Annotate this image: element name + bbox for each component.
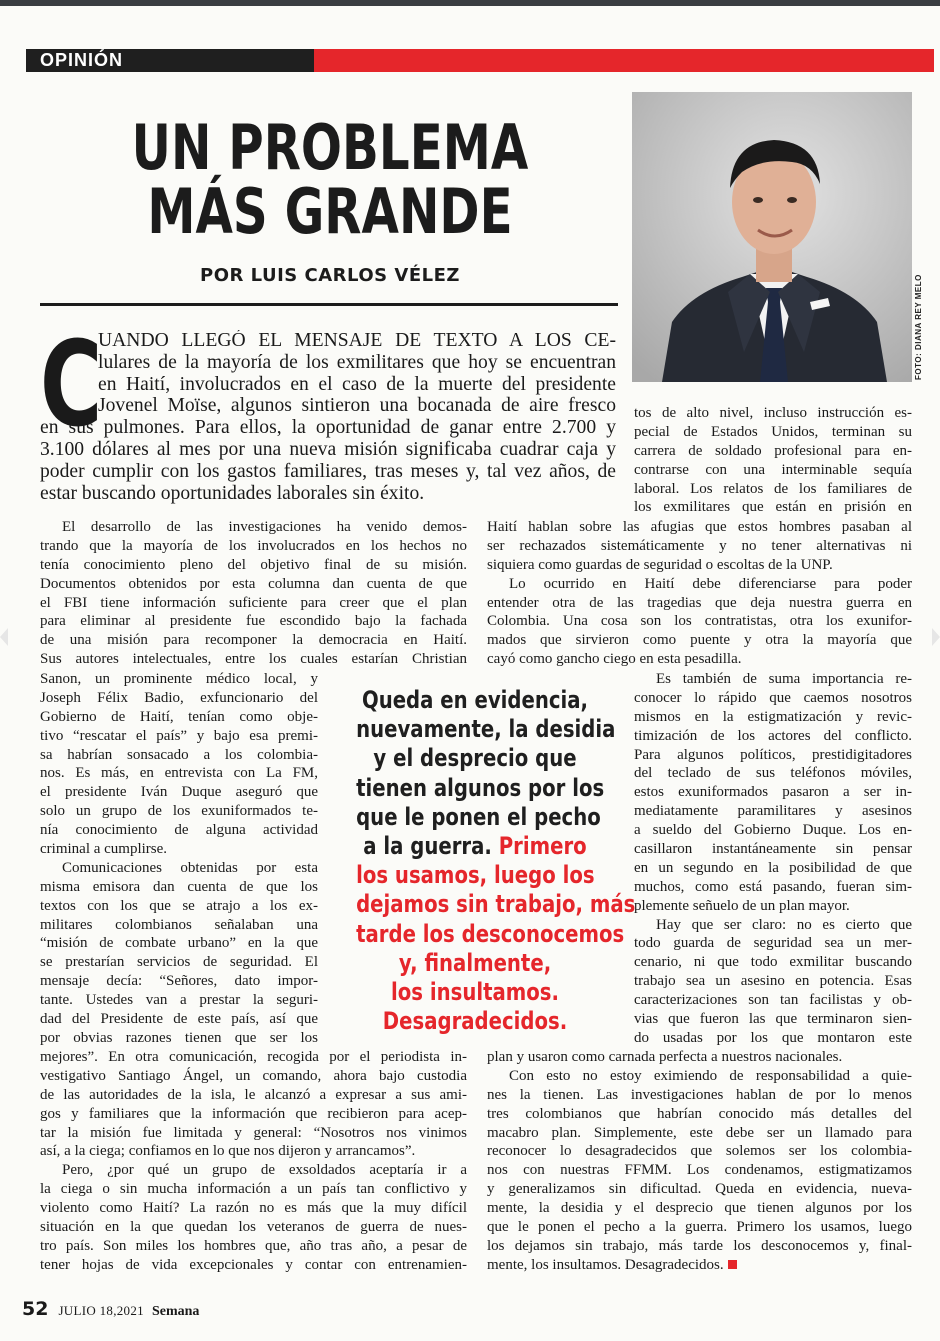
author-portrait-image (632, 92, 912, 382)
left-column-bottom (40, 1048, 467, 1275)
body-line: vestigativo Santiago Ángel, un comando, ahora bajo custodia (40, 1067, 467, 1084)
body-line: tro país. Son miles los hombres que, año tras año, a pesar de (40, 1237, 467, 1254)
body-line: los dejamos sin trabajo, más tarde los desconocemos y, final- (487, 1237, 912, 1254)
body-line: mediatamente paramilitares y asesinos (634, 803, 912, 820)
body-line: el FBI tiene información suficiente para creer que el plan (40, 594, 467, 611)
prev-page-arrow-icon[interactable] (0, 628, 8, 646)
body-line: dad del Presidente de este país, así que (40, 1011, 318, 1028)
body-line: el presidente Iván Duque aseguró que (40, 784, 318, 801)
headline-line-1: UN PROBLEMA (131, 111, 529, 184)
body-line: y generalizamos sin dificultad. Queda en evidencia, nueva- (487, 1181, 912, 1198)
body-line: muchos, como está pasando, fueran sim- (634, 878, 912, 895)
body-line: así, a la ciega; confiamos en lo que nos dijeron y arrancamos”. (40, 1143, 416, 1160)
body-line: cenario, ni que todo exmilitar buscando (634, 954, 912, 971)
pull-quote-line (356, 832, 594, 861)
body-line: cayó como gancho ciego en esta pesadilla. (487, 651, 742, 668)
drop-cap: C (40, 315, 103, 453)
body-line: por obvias razones tienen que ser los (40, 1029, 318, 1046)
body-line: tenía conocimiento pleno del objetivo final de su misión. (40, 556, 467, 573)
body-line (487, 1256, 912, 1275)
end-mark-icon (728, 1260, 737, 1269)
pull-quote-line: dejamos sin trabajo, más (356, 890, 636, 919)
byline: POR LUIS CARLOS VÉLEZ (200, 265, 460, 286)
lead-line: poder cumplir con los gastos familiares, tras meses y, tal vez años, de (40, 460, 616, 482)
body-line: contrarse con una interminable sequía (634, 461, 912, 478)
body-line: ser rechazados sistemáticamente y no tener alternativas ni (487, 537, 912, 554)
body-line: nes la tienen. Las investigaciones hablan de por lo menos (487, 1086, 912, 1103)
body-line: para eliminar al presidente fue escondido bajo la fachada (40, 613, 467, 630)
body-line: misma emisora dan cuenta de que los (40, 878, 318, 895)
body-line: textos con los que se atrajo a los ex- (40, 897, 318, 914)
left-column-narrow (40, 670, 318, 1048)
body-line: Sanon, un prominente médico local, y (40, 671, 318, 687)
right-column-bottom (487, 1048, 912, 1275)
page-number: 52 (22, 1298, 49, 1320)
body-line: El desarrollo de las investigaciones ha venido demos- (62, 519, 467, 535)
body-line: que le ponen el pecho a la guerra. Primero los usamos, luego (487, 1219, 912, 1236)
body-line: tos de alto nivel, incluso instrucción es- (634, 405, 912, 421)
lead-paragraph (40, 315, 616, 504)
body-line: siquiera como guardas de seguridad o escoltas de la UNP. (487, 556, 833, 573)
lead-line: lulares de la mayoría de los exmilitares que hoy se encuentran (98, 351, 616, 373)
pull-quote-fragment: Primero (491, 832, 587, 861)
section-bar (26, 49, 934, 72)
headline-line-2: MÁS GRANDE (147, 175, 513, 248)
body-line: plemente señuelo de un plan mayor. (634, 897, 850, 914)
body-line: Es también de suma importancia re- (656, 671, 912, 687)
lead-line: UANDO LLEGÓ EL MENSAJE DE TEXTO A LOS CE- (98, 330, 616, 351)
body-line: do usadas por los que montaron este (634, 1029, 912, 1046)
right-column-narrow (634, 670, 912, 1048)
body-line: nos con nuestras FFMM. Los condenamos, estigmatizamos (487, 1162, 912, 1179)
lead-line: estar buscando oportunidades laborales sin éxito. (40, 482, 425, 504)
pull-quote-line: que le ponen el pecho (356, 802, 601, 831)
body-line: Comunicaciones obtenidas por esta (62, 859, 318, 876)
body-line: de una misión para recomponer la democracia en Haití. (40, 632, 467, 649)
body-line: todo guarda de seguridad sea un mer- (634, 935, 912, 952)
body-line: los exmilitares que están en prisión en (634, 499, 912, 516)
body-line: mensaje decía: “Señores, dato impor- (40, 973, 318, 990)
body-line: pecial de Estados Unidos, terminan su (634, 423, 912, 440)
body-line: tivo “rescatar el país” y bajo esa premi- (40, 727, 318, 744)
body-line: Joseph Félix Badio, exfuncionario del (40, 689, 318, 706)
body-line: la ciega o sin mucha información a un país tan conflictivo y (40, 1181, 467, 1198)
body-line: “misión de combate urbano” en la que (40, 935, 318, 952)
body-line: plan y usaron como carnada perfecta a nuestros nacionales. (487, 1049, 843, 1065)
body-line: situación en la que quedan los veteranos de guerra de nues- (40, 1219, 467, 1236)
next-page-arrow-icon[interactable] (932, 628, 940, 646)
body-line: tante. Ustedes van a prestar la seguri- (40, 992, 318, 1009)
body-line: Haití hablan sobre las afugias que estos hombres pasaban al (487, 519, 912, 535)
author-photo (632, 92, 912, 382)
body-line: Sus autores intelectuales, entre los cuales estarían Christian (40, 651, 467, 668)
section-label: OPINIÓN (26, 49, 314, 72)
body-line: Colombia. Una cosa son los contratistas, otra los exunifor- (487, 613, 912, 630)
body-line: vias que fueron las que terminaron sien- (634, 1011, 912, 1028)
left-column (40, 518, 467, 669)
body-line: nía conocimiento de alguna actividad (40, 822, 318, 839)
issue-date: JULIO 18,2021 (58, 1303, 144, 1318)
pull-quote-line: tarde los desconocemos (356, 919, 625, 948)
right-column-middle (487, 518, 912, 669)
pull-quote (330, 686, 636, 1036)
byline-rule (40, 303, 618, 306)
magazine-name: Semana (151, 1304, 200, 1319)
body-line: se prestarían servicios de seguridad. El (40, 954, 318, 971)
body-line: carrera de soldado profesional para en- (634, 442, 912, 459)
body-line: militares colombianos señalaban una (40, 916, 318, 933)
body-line: Para algunos políticos, prestidigitadores (634, 746, 912, 763)
pull-quote-line: nuevamente, la desidia (356, 715, 616, 744)
body-line: mados que sirvieron como puente y otra la mayoría que (487, 632, 912, 649)
pull-quote-line: y, finalmente, (398, 948, 552, 977)
body-line: Pero, ¿por qué un grupo de exsoldados aceptaría ir a (62, 1162, 467, 1179)
lead-line: Jovenel Moïse, algunos sintieron una bocanada de aire fresco (98, 395, 616, 417)
pull-quote-line: Desagradecidos. (382, 1007, 568, 1036)
body-line: tres colombianos que habrían conocido más detalles del (487, 1105, 912, 1122)
headline (104, 111, 556, 248)
pull-quote-line: Queda en evidencia, (361, 686, 589, 714)
pull-quote-line: tienen algunos por los (356, 773, 605, 802)
body-line: criminal a cumplirse. (40, 841, 168, 858)
body-line: Gobierno de Haití, tenían como obje- (40, 708, 318, 725)
body-line: conocer lo rápido que caemos nosotros (634, 689, 912, 706)
body-line: mejores”. En otra comunicación, recogida por el periodista in- (40, 1049, 467, 1065)
lead-line: en sus pulmones. Para ellos, la oportunidad de ganar entre 2.700 y (40, 417, 616, 439)
body-line: Con esto no estoy eximiendo de responsabilidad a quie- (509, 1067, 912, 1084)
page-footer (22, 1298, 422, 1320)
body-line: mismos en la estigmatización y revic- (634, 708, 912, 725)
body-line: timización de los actores del conflicto. (634, 727, 912, 744)
body-line: Hay que ser claro: no es cierto que (656, 916, 912, 933)
pull-quote-fragment: a la guerra. (363, 832, 492, 861)
pull-quote-line: y el desprecio que (373, 744, 577, 773)
body-line: casillaron instantáneamente sin pensar (634, 841, 912, 858)
body-line: solo un grupo de los exuniformados te- (40, 803, 318, 820)
pull-quote-line: los insultamos. (391, 978, 559, 1007)
body-line: violento como Haití? La razón no es más que la muy difícil (40, 1200, 467, 1217)
body-line: estos exuniformados pasaron a ser in- (634, 784, 912, 801)
body-line: Documentos obtenidos por esta columna dan cuenta de que (40, 575, 467, 592)
body-line: caracterizaciones son tan facilistas y ob- (634, 992, 912, 1009)
body-line: Lo ocurrido en Haití debe diferenciarse para poder (509, 575, 912, 592)
body-line: nos. Es más, en entrevista con La FM, (40, 765, 318, 782)
body-line: entender otra de las tragedias que deja nuestra guerra en (487, 594, 912, 611)
magazine-page (0, 6, 940, 1341)
body-line: del teclado de sus teléfonos móviles, (634, 765, 912, 782)
body-line: trabajo sea un asesino en potencia. Esas (634, 973, 912, 990)
body-line: laboral. Los relatos de los familiares de (634, 480, 912, 497)
body-line: tener hojas de vida excepcionales y contar con entrenamien- (40, 1256, 467, 1273)
body-line: tar la misión fue limitada y general: “Nosotros nos vinimos (40, 1124, 467, 1141)
body-line: reconocer lo desagradecidos que solemos ser los colombia- (487, 1143, 912, 1160)
last-sentence: mente, los insultamos. Desagradecidos. (487, 1256, 724, 1273)
body-line: de las autoridades de la isla, le alcanzó a expresar a sus ami- (40, 1086, 467, 1103)
body-line: mente, la desidia y el desprecio que tienen algunos por los (487, 1200, 912, 1217)
right-column-top (634, 404, 912, 517)
body-line: gos y familiares que la información que recibieron para acep- (40, 1105, 467, 1122)
body-line: en un segundo en la posibilidad de que (634, 859, 912, 876)
body-line: sa habrían sonsacado a los colombia- (40, 746, 318, 763)
body-line: macabro plan. Simplemente, este debe ser un llamado para (487, 1124, 912, 1141)
lead-line: 3.100 dólares al mes por una nueva misión significaba cuadrar caja y (40, 438, 616, 460)
body-line: a sueldo del Gobierno Duque. Los en- (634, 822, 912, 839)
photo-credit: FOTO: DIANA REY MELO (914, 274, 923, 380)
pull-quote-line: los usamos, luego los (356, 861, 595, 890)
section-accent-stripe (314, 49, 934, 72)
lead-line: en Haití, involucrados en el caso de la muerte del presidente (98, 373, 616, 395)
body-line: trando que la mayoría de los involucrados en los hechos no (40, 537, 467, 554)
